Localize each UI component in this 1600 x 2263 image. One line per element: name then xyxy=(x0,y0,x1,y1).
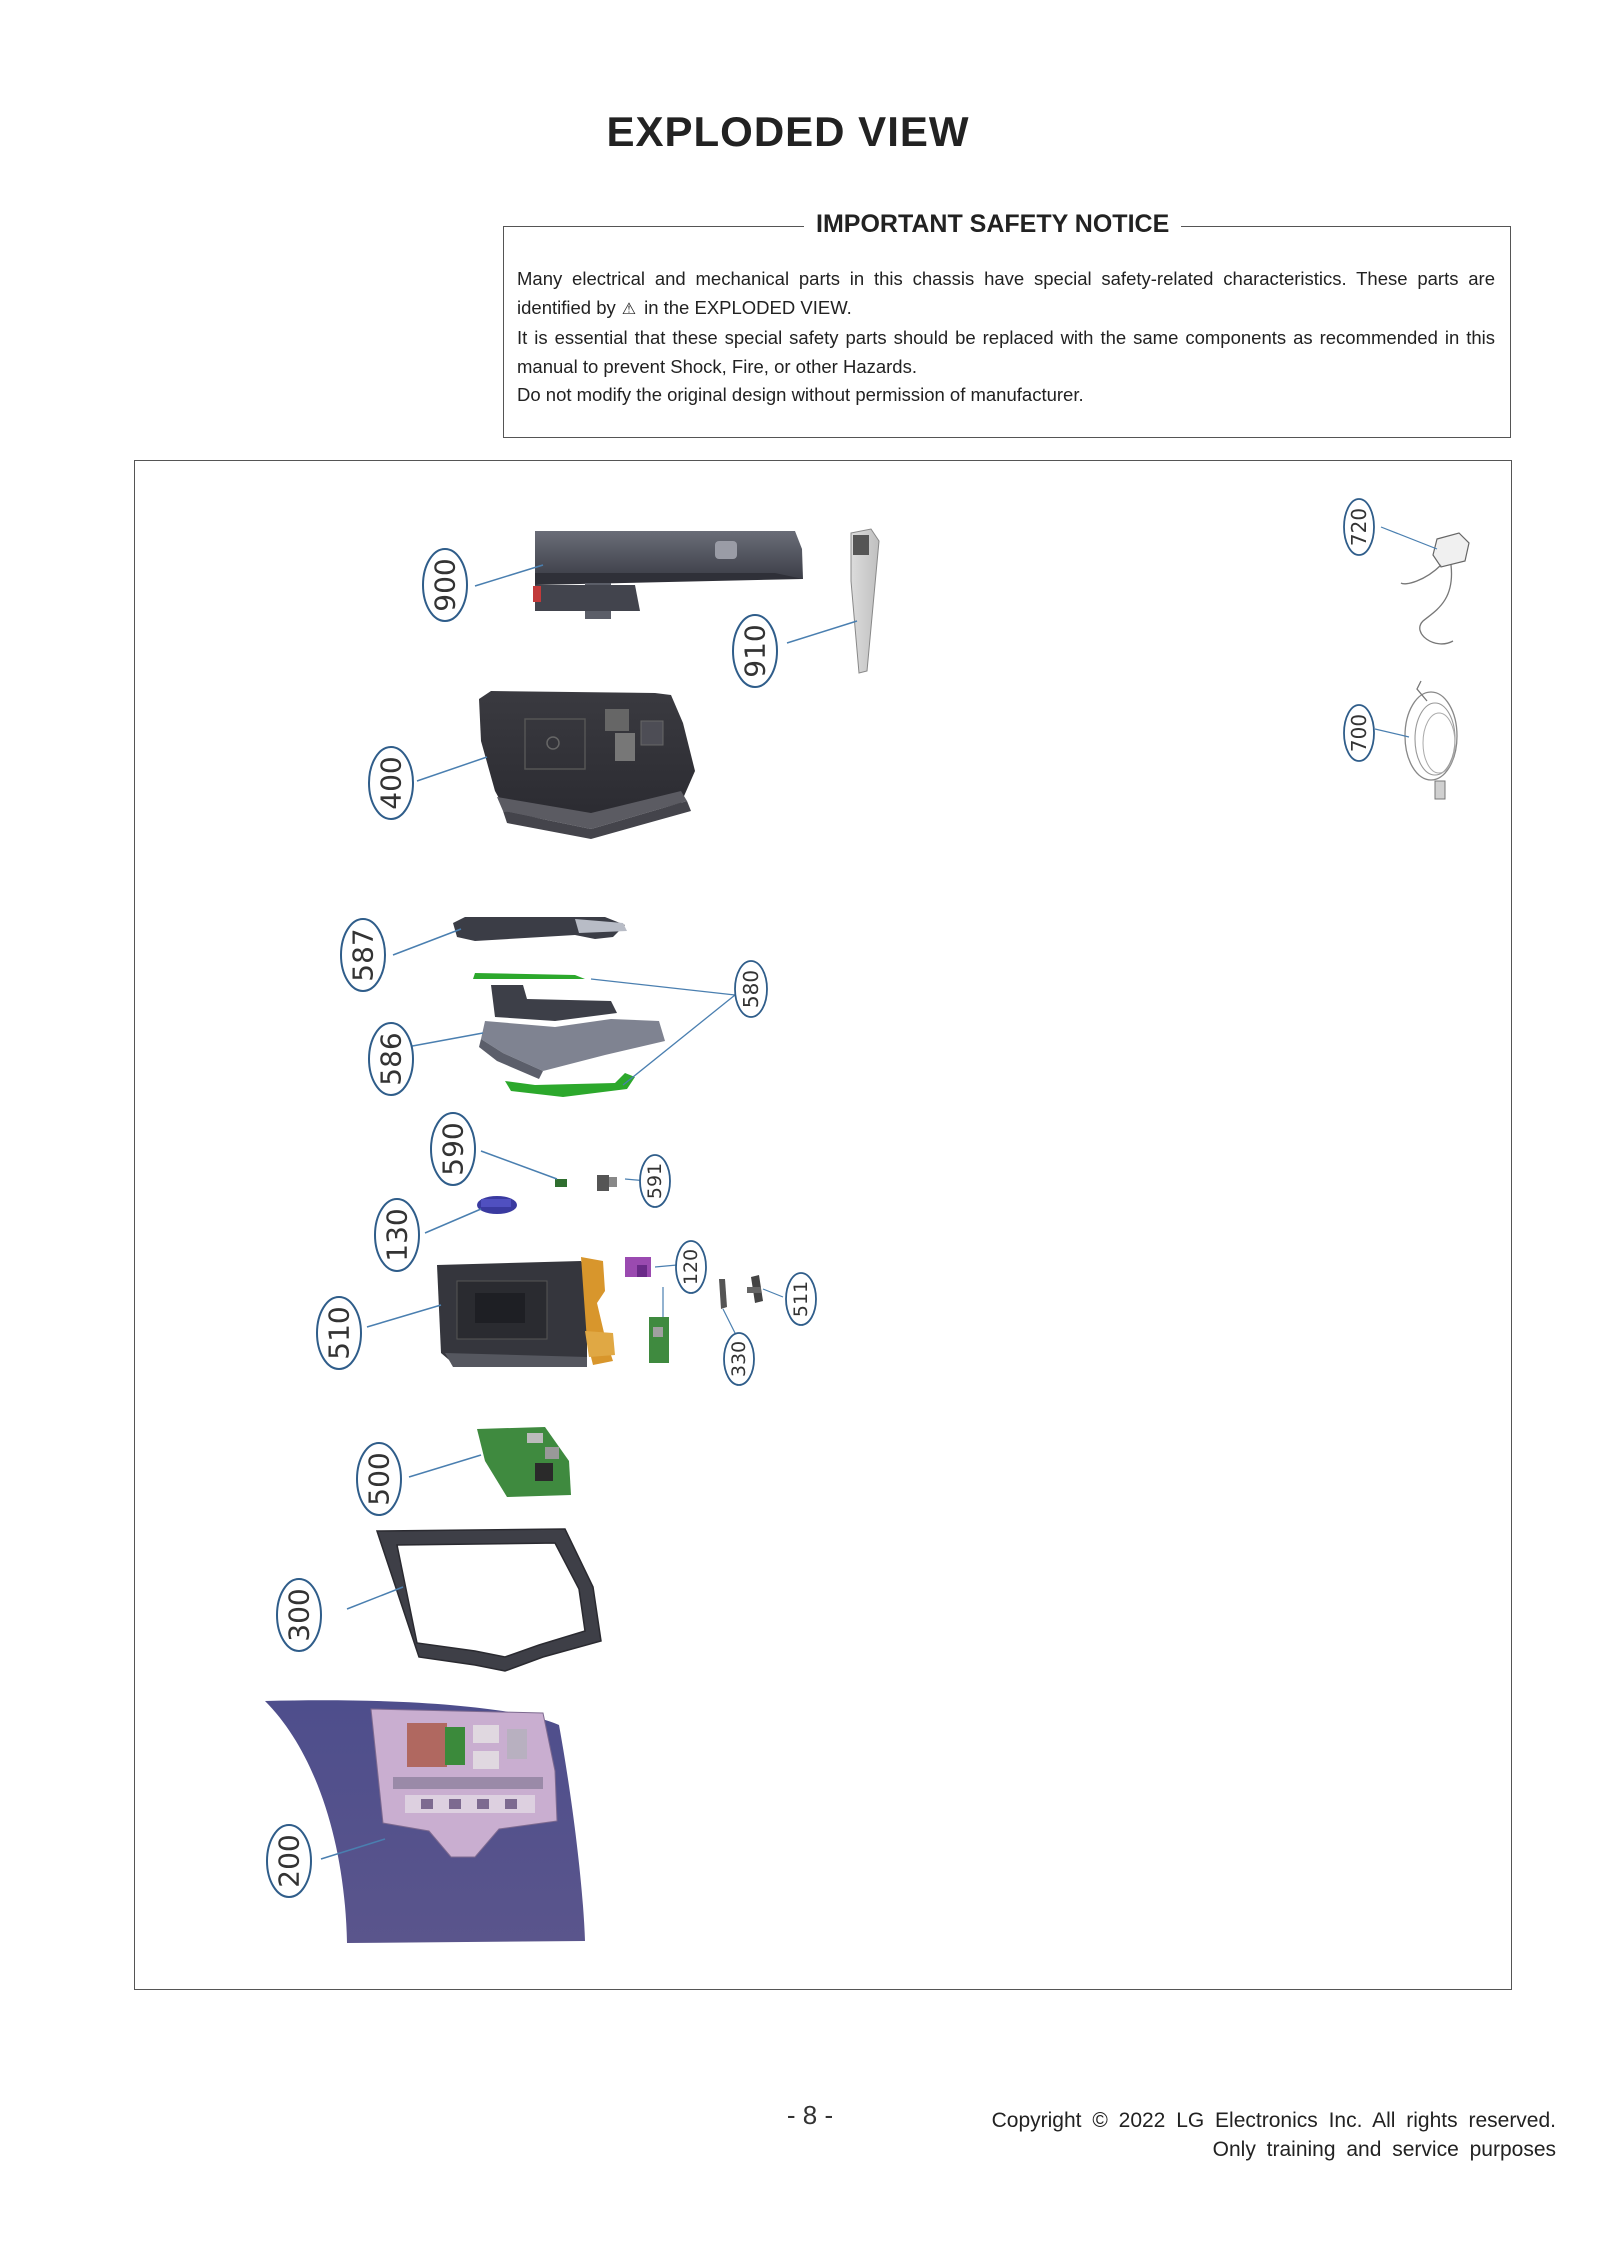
part-number-500: 500 xyxy=(362,1452,396,1506)
middle-frame-part-300 xyxy=(377,1529,601,1671)
part-label-511 xyxy=(786,1273,816,1325)
part-number-580: 580 xyxy=(739,969,763,1009)
part-number-510: 510 xyxy=(322,1306,356,1360)
part-number-591: 591 xyxy=(644,1162,666,1200)
exploded-view-svg xyxy=(135,461,1513,1991)
part-label-130 xyxy=(375,1199,419,1271)
leader-line-130 xyxy=(425,1209,481,1233)
bracket-part-511 xyxy=(747,1275,763,1303)
part-number-700: 700 xyxy=(1347,713,1371,753)
part-label-580 xyxy=(735,961,767,1017)
page-title: EXPLODED VIEW xyxy=(606,108,970,155)
part-label-330 xyxy=(724,1333,754,1385)
part-label-591 xyxy=(640,1155,670,1207)
part-label-200 xyxy=(267,1825,311,1897)
part-label-500 xyxy=(357,1443,401,1515)
safety-notice-paragraph-1 xyxy=(517,265,1495,324)
stand-cover-part-910 xyxy=(851,529,879,673)
part-number-900: 900 xyxy=(428,558,462,612)
part-number-200: 200 xyxy=(272,1834,306,1888)
copyright-line-1: Copyright © 2022 LG Electronics Inc. All rights reserved. xyxy=(991,2109,1556,2132)
part-number-586: 586 xyxy=(374,1032,408,1086)
stand-neck-part-900 xyxy=(533,531,803,619)
part-number-720: 720 xyxy=(1347,507,1371,547)
leader-line-587 xyxy=(393,929,461,955)
main-board-part-500 xyxy=(477,1427,571,1497)
part-number-330: 330 xyxy=(728,1340,750,1378)
part-number-130: 130 xyxy=(380,1208,414,1262)
safety-notice-paragraph-2: It is essential that these special safety parts should be replaced with the same components as recommended in this manual to prevent Shock, Fire, or other Hazards. xyxy=(517,327,1495,377)
part-label-590 xyxy=(431,1113,475,1185)
part-label-510 xyxy=(317,1297,361,1369)
part-label-586 xyxy=(369,1023,413,1095)
leader-line-500 xyxy=(409,1455,481,1477)
leader-line-580a xyxy=(591,979,735,995)
part-number-300: 300 xyxy=(282,1588,316,1642)
bracket-part-587 xyxy=(453,917,627,941)
warning-triangle-icon: ⚠ xyxy=(621,300,637,318)
part-number-910: 910 xyxy=(738,624,772,678)
leader-line-300 xyxy=(347,1587,403,1609)
part-label-400 xyxy=(369,747,413,819)
ac-adapter-part-720 xyxy=(1401,533,1469,644)
part-number-511: 511 xyxy=(790,1280,812,1318)
button-part-591 xyxy=(597,1175,617,1191)
copyright-line-2: Only training and service purposes xyxy=(1212,2138,1556,2161)
leader-line-120 xyxy=(655,1265,677,1267)
safety-notice-text-1a: Many electrical and mechanical parts in this chassis have special safety-related characteristics. These parts are identified by xyxy=(517,268,1495,318)
leader-line-510 xyxy=(367,1305,441,1327)
side-board xyxy=(649,1317,669,1363)
leader-line-910 xyxy=(787,621,857,643)
leader-line-586 xyxy=(407,1033,483,1047)
safety-notice-text-1b: in the EXPLODED VIEW. xyxy=(644,296,852,318)
display-panel-part-200 xyxy=(265,1700,585,1943)
part-label-587 xyxy=(341,919,385,991)
leader-line-590 xyxy=(481,1151,557,1179)
part-label-910 xyxy=(733,615,777,687)
part-label-300 xyxy=(277,1579,321,1651)
part-label-720 xyxy=(1344,499,1374,555)
bottom-housing-part-586 xyxy=(479,985,665,1097)
part-label-900 xyxy=(423,549,467,621)
part-label-120 xyxy=(676,1241,706,1293)
part-number-400: 400 xyxy=(374,756,408,810)
safety-notice-title: IMPORTANT SAFETY NOTICE xyxy=(804,210,1181,239)
safety-notice-body xyxy=(517,265,1495,410)
part-label-700 xyxy=(1344,705,1374,761)
exploded-view-diagram xyxy=(134,460,1512,1990)
leader-line-900 xyxy=(475,565,543,586)
part-number-590: 590 xyxy=(436,1122,470,1176)
leader-line-400 xyxy=(417,757,487,781)
speaker-part-130 xyxy=(477,1196,517,1214)
power-cable-part-700 xyxy=(1405,681,1457,799)
safety-notice-paragraph-3: Do not modify the original design without permission of manufacturer. xyxy=(517,384,1084,405)
bracket-part-330 xyxy=(719,1279,727,1309)
stand-base-part-400 xyxy=(479,691,695,839)
leader-line-720 xyxy=(1381,527,1437,549)
main-frame-part-510 xyxy=(437,1257,615,1367)
copyright-footer xyxy=(916,2106,1556,2164)
small-board-part-590 xyxy=(555,1179,567,1187)
led-bar-part-580 xyxy=(473,973,585,979)
module-part-120 xyxy=(625,1257,651,1277)
part-number-587: 587 xyxy=(346,928,380,982)
leader-line-511 xyxy=(763,1289,783,1297)
safety-notice-box xyxy=(503,210,1511,438)
part-number-120: 120 xyxy=(680,1248,702,1286)
leader-line-700 xyxy=(1375,729,1409,737)
page-number: - 8 - xyxy=(786,2100,834,2130)
